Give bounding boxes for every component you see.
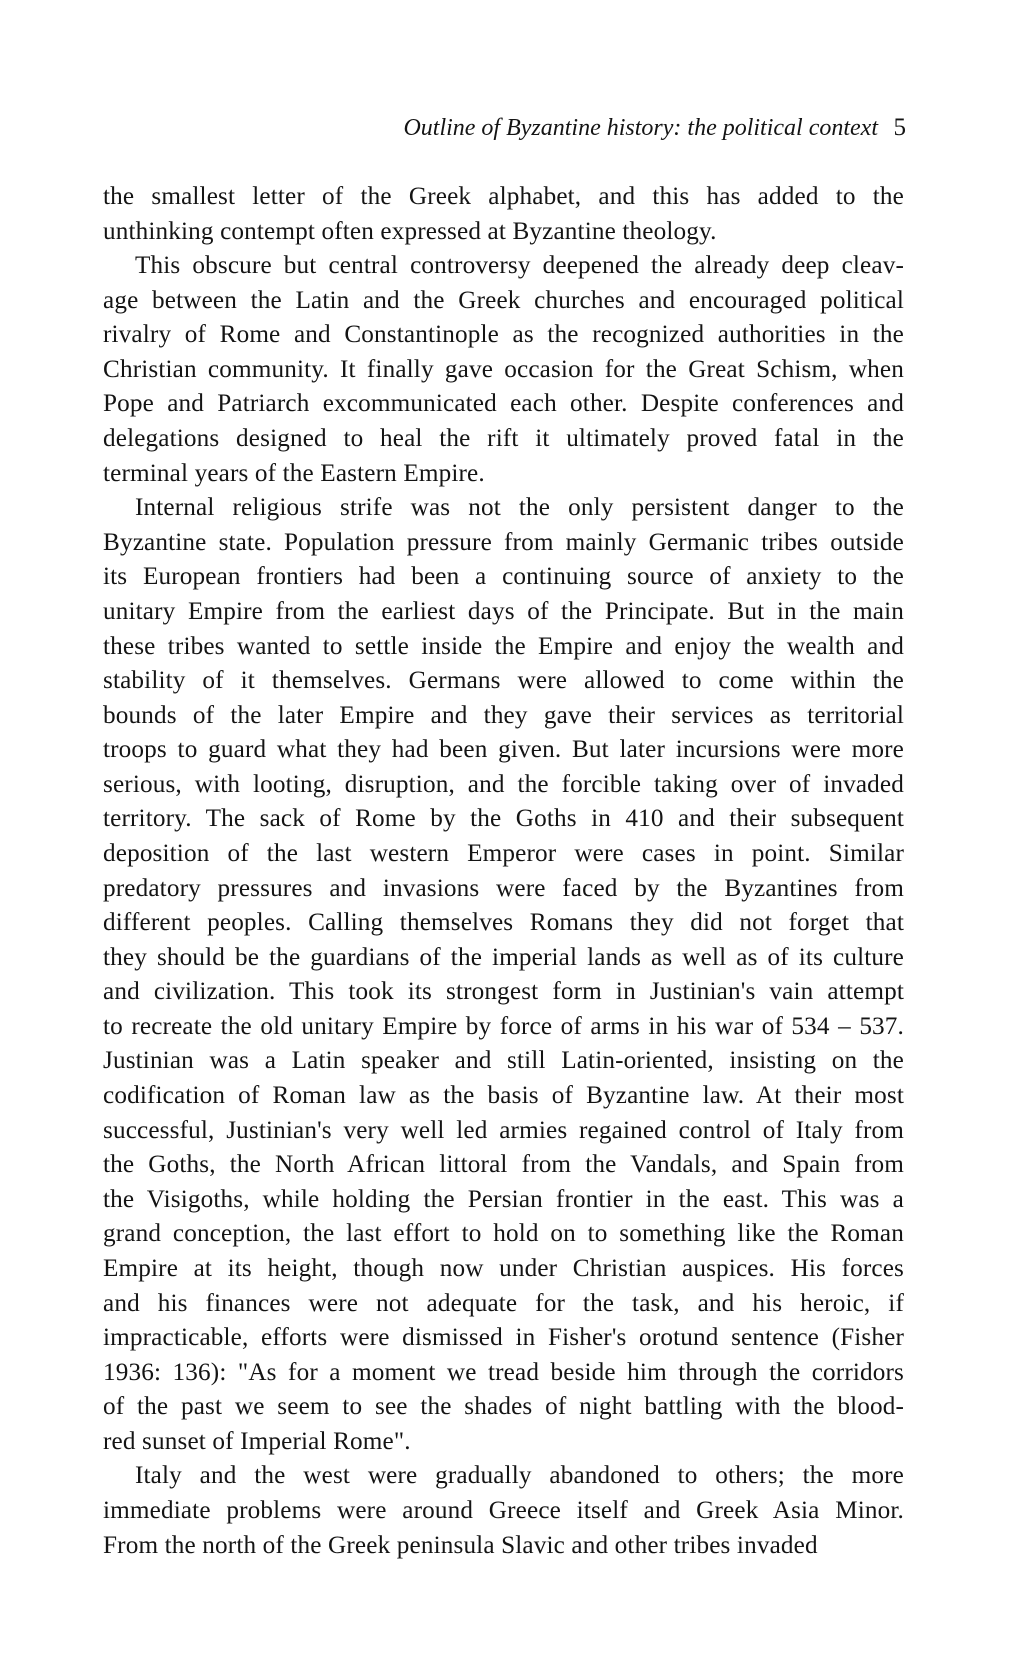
text-line: red sunset of Imperial Rome". — [103, 1427, 411, 1455]
text-line: Italy and the west were gradually abandoned to others; the more — [135, 1462, 904, 1490]
text-line: to recreate the old unitary Empire by force of arms in his war of 534 – 537. — [103, 1012, 904, 1040]
text-line: the smallest letter of the Greek alphabet, and this has added to the — [103, 183, 904, 210]
paragraph — [103, 491, 904, 1459]
text-line: Pope and Patriarch excommunicated each other. Despite conferences and — [103, 390, 904, 418]
text-line: stability of it themselves. Germans were allowed to come within the — [103, 667, 904, 695]
text-line: This obscure but central controversy deepened the already deep cleav- — [135, 252, 904, 280]
text-line: delegations designed to heal the rift it ultimately proved fatal in the — [103, 425, 904, 453]
text-line: Justinian was a Latin speaker and still Latin-oriented, insisting on the — [103, 1047, 904, 1075]
running-head — [100, 111, 906, 145]
text-line: grand conception, the last effort to hold on to something like the Roman — [103, 1220, 904, 1248]
text-line: the Visigoths, while holding the Persian frontier in the east. This was a — [103, 1185, 904, 1213]
text-line: and civilization. This took its strongest form in Justinian's vain attempt — [103, 978, 904, 1006]
paragraph — [103, 180, 904, 249]
text-line: Internal religious strife was not the only persistent danger to the — [135, 494, 904, 522]
text-line: terminal years of the Eastern Empire. — [103, 459, 485, 487]
text-line: successful, Justinian's very well led armies regained control of Italy from — [103, 1116, 904, 1144]
text-line: Empire at its height, though now under Christian auspices. His forces — [103, 1254, 904, 1282]
text-line: deposition of the last western Emperor were cases in point. Similar — [103, 839, 904, 867]
text-line: age between the Latin and the Greek churches and encouraged political — [103, 286, 904, 314]
body-text — [103, 180, 904, 1563]
text-line: different peoples. Calling themselves Romans they did not forget that — [103, 909, 904, 937]
text-line: From the north of the Greek peninsula Slavic and other tribes invaded — [103, 1531, 818, 1559]
text-line: troops to guard what they had been given. But later incursions were more — [103, 736, 904, 764]
text-line: territory. The sack of Rome by the Goths in 410 and their subsequent — [103, 805, 904, 833]
text-line: immediate problems were around Greece itself and Greek Asia Minor. — [103, 1496, 904, 1524]
paragraph — [103, 249, 904, 491]
running-title: Outline of Byzantine history: the political context — [403, 115, 878, 141]
text-line: unthinking contempt often expressed at Byzantine theology. — [103, 217, 717, 245]
text-line: of the past we seem to see the shades of night battling with the blood- — [103, 1393, 904, 1421]
text-line: 1936: 136): "As for a moment we tread beside him through the corridors — [103, 1358, 904, 1386]
text-line: codification of Roman law as the basis of Byzantine law. At their most — [103, 1082, 904, 1110]
text-line: they should be the guardians of the imperial lands as well as of its culture — [103, 943, 904, 971]
text-line: Christian community. It finally gave occasion for the Great Schism, when — [103, 355, 904, 383]
text-line: unitary Empire from the earliest days of the Principate. But in the main — [103, 597, 904, 625]
text-line: impracticable, efforts were dismissed in Fisher's orotund sentence (Fisher — [103, 1324, 904, 1352]
text-line: bounds of the later Empire and they gave their services as territorial — [103, 701, 904, 729]
text-line: its European frontiers had been a continuing source of anxiety to the — [103, 563, 904, 591]
text-line: these tribes wanted to settle inside the Empire and enjoy the wealth and — [103, 632, 904, 660]
text-line: predatory pressures and invasions were faced by the Byzantines from — [103, 874, 904, 902]
text-line: the Goths, the North African littoral from the Vandals, and Spain from — [103, 1151, 904, 1179]
page-number: 5 — [893, 114, 906, 141]
text-line: Byzantine state. Population pressure from mainly Germanic tribes outside — [103, 528, 904, 556]
text-line: serious, with looting, disruption, and the forcible taking over of invaded — [103, 770, 904, 798]
text-line: rivalry of Rome and Constantinople as the recognized authorities in the — [103, 321, 904, 349]
paragraph — [103, 1459, 904, 1563]
text-line: and his finances were not adequate for the task, and his heroic, if — [103, 1289, 904, 1317]
